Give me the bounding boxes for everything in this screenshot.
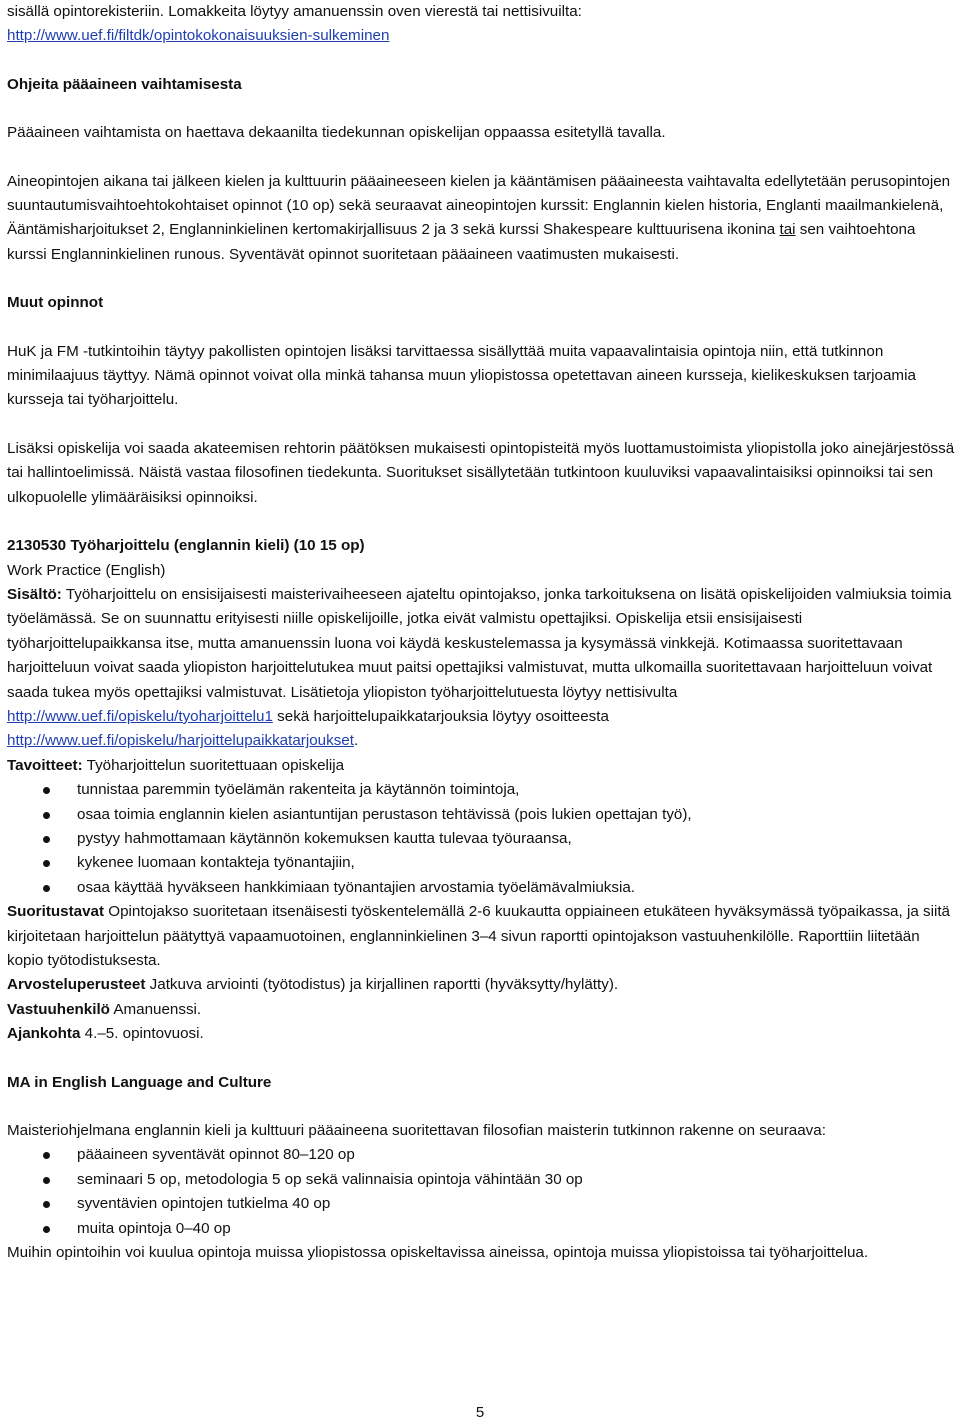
bullet-icon (43, 1177, 50, 1184)
course-content: Sisältö: Työharjoittelu on ensisijaisesti maisterivaiheeseen ajateltu opintojakso, jonka tarkoituksena on lisätä opiskelijoiden valmiuksia toimia työelämässä. Se on suunnattu erityisesti niille opiskelijoille, jotka eivät valmistu opettajiksi. Opiskelija etsii ensisijaisesti työharjoittelupaikkansa itse, mutta amanuenssin luona voi käydä keskustelemassa ja kysymässä vinkkejä. Kotimaassa suoritettavaan harjoitteluun voivat saada yliopiston harjoittelutukea muut paitsi opettajiksi valmistuvat, mutta ulkomailla suoritettavaan harjoitteluun voivat saada tukea myös opettajiksi valmistuvat. Lisätietoja yliopiston työharjoittelutuesta löytyy nettisivulta http://www.uef.fi/opiskelu/tyoharjoittelu1 sekä harjoittelupaikkatarjouksia löytyy osoitteesta http://www.uef.fi/opiskelu/harjoittelupaikkatarjoukset. (7, 585, 952, 750)
course-responsible: Vastuuhenkilö Amanuenssi. (7, 1000, 202, 1018)
bullet-icon (43, 1152, 50, 1159)
intro-line: sisällä opintorekisteriin. Lomakkeita löytyy amanuenssin oven vierestä tai nettisivuilta: (7, 3, 582, 20)
course-goals: Tavoitteet: Työharjoittelun suoritettuaan opiskelija (7, 756, 345, 774)
underlined-tai: tai (779, 221, 796, 239)
ma-intro: Maisteriohjelmana englannin kieli ja kulttuuri pääaineena suoritettavan filosofian maisterin tutkinnon rakenne on seuraava: (7, 1122, 826, 1140)
list-item: osaa toimia englannin kielen asiantuntijan perustason tehtävissä (pois lukien opettajan työ), (7, 803, 955, 827)
course-title-english: Work Practice (English) (7, 561, 166, 579)
bullet-icon (43, 860, 50, 867)
list-item: pystyy hahmottamaan käytännön kokemuksen kautta tulevaa työuraansa, (7, 827, 955, 851)
course-closing-link[interactable]: http://www.uef.fi/filtdk/opintokokonaisuuksien-sulkeminen (7, 27, 390, 45)
bullet-icon (43, 1226, 50, 1233)
ma-outro: Muihin opintoihin voi kuulua opintoja muissa yliopistossa opiskeltavissa aineissa, opintoja muissa yliopistoissa tai työharjoittelua. (7, 1244, 869, 1262)
list-item: osaa käyttää hyväkseen hankkimiaan työnantajien arvostamia työelämävalmiuksia. (7, 876, 955, 900)
major-change-paragraph-2: Aineopintojen aikana tai jälkeen kielen ja kulttuurin pääaineeseen kielen ja kääntämisen pääaineesta vaihtavalta edellytetään perusopintojen suuntautumisvaihtoehtokohtaiset opinnot (10 op) sekä seuraavat aineopintojen kurssit: Englannin kielen historia, Englanti maailmankielenä, Ääntämisharjoitukset 2, Englanninkielinen kertomakirjallisuus 2 ja 3 sekä kurssi Shakespeare kulttuurisena ikonina tai sen vaihtoehtona kurssi Englanninkielinen runous. Syventävät opinnot suoritetaan pääaineen vaatimusten mukaisesti. (7, 172, 951, 263)
bullet-icon (43, 787, 50, 794)
course-completion: Suoritustavat Opintojakso suoritetaan itsenäisesti työskentelemällä 2-6 kuukautta oppiaineen etukäteen hyväksymässä työpaikassa, ja siitä kirjoitetaan harjoittelun päätyttyä vapaamuotoinen, englanninkielinen 3–4 sivun raportti opintojakson vastuuhenkilölle. Raporttiin liitetään kopio työtodistuksesta. (7, 903, 950, 969)
list-item: seminaari 5 op, metodologia 5 op sekä valinnaisia opintoja vähintään 30 op (7, 1168, 955, 1192)
course-grading: Arvosteluperusteet Jatkuva arviointi (työtodistus) ja kirjallinen raportti (hyväksytty/hylätty). (7, 976, 619, 994)
list-item: kykenee luomaan kontakteja työnantajiin, (7, 851, 955, 875)
bullet-icon (43, 836, 50, 843)
goals-list (7, 778, 955, 900)
bullet-icon (43, 1201, 50, 1208)
bullet-icon (43, 812, 50, 819)
list-item: pääaineen syventävät opinnot 80–120 op (7, 1143, 955, 1167)
intro-text (7, 0, 955, 49)
other-studies-paragraph-1: HuK ja FM -tutkintoihin täytyy pakollisten opintojen lisäksi tarvittaessa sisällyttää muita vapaavalintaisia opintoja niin, että tutkinnon minimilaajuus täyttyy. Nämä opinnot voivat olla minkä tahansa muun yliopistossa opetettavan aineen kursseja, kielikeskuksen tarjoamia kursseja tai työharjoittelu. (7, 342, 916, 409)
ma-structure-list (7, 1143, 955, 1241)
list-item: muita opintoja 0–40 op (7, 1217, 955, 1241)
course-timing: Ajankohta 4.–5. opintovuosi. (7, 1025, 204, 1043)
major-change-heading: Ohjeita pääaineen vaihtamisesta (7, 75, 242, 93)
major-change-paragraph-1: Pääaineen vaihtamista on haettava dekaanilta tiedekunnan opiskelijan oppaassa esitetyllä tavalla. (7, 124, 666, 142)
internship-offers-link[interactable]: http://www.uef.fi/opiskelu/harjoittelupaikkatarjoukset (7, 732, 354, 750)
page-number: 5 (475, 1404, 485, 1421)
other-studies-heading: Muut opinnot (7, 294, 104, 312)
course-title: 2130530 Työharjoittelu (englannin kieli) (10 15 op) (7, 537, 365, 555)
bullet-icon (43, 885, 50, 892)
ma-heading: MA in English Language and Culture (7, 1073, 272, 1091)
list-item: tunnistaa paremmin työelämän rakenteita ja käytännön toimintoja, (7, 778, 955, 802)
work-practice-link[interactable]: http://www.uef.fi/opiskelu/tyoharjoittelu1 (7, 707, 273, 725)
other-studies-paragraph-2: Lisäksi opiskelija voi saada akateemisen rehtorin päätöksen mukaisesti opintopisteitä myös luottamustoimista yliopistolla joko ainejärjestössä tai hallintoelimissä. Näistä vastaa filosofinen tiedekunta. Suoritukset sisällytetään tutkintoon kuuluviksi vapaavalintaisiksi opinnoiksi tai sen ulkopuolelle ylimääräisiksi opinnoiksi. (7, 439, 955, 506)
list-item: syventävien opintojen tutkielma 40 op (7, 1192, 955, 1216)
document-page (7, 0, 955, 1265)
